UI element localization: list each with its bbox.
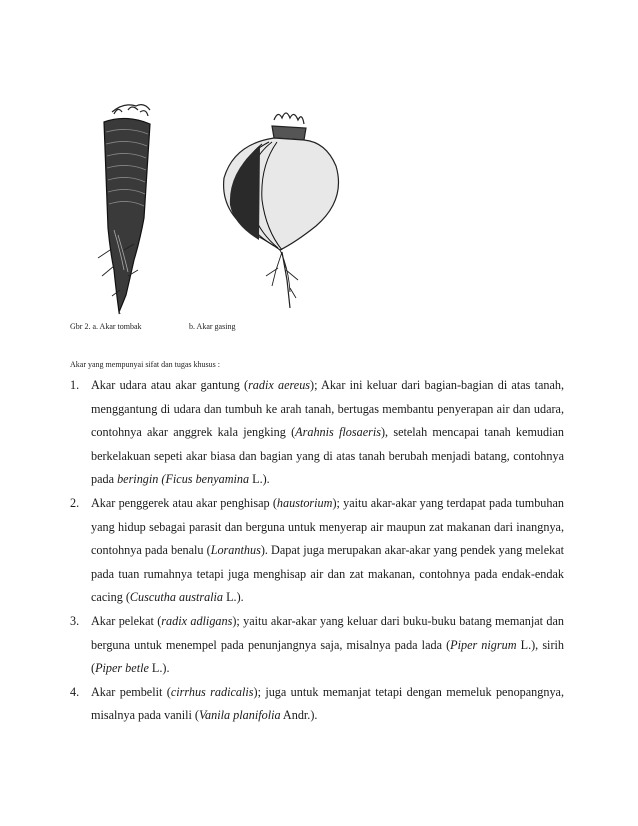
list-intro: Akar yang mempunyai sifat dan tugas khusus : [70, 360, 220, 369]
item-term: Loranthus [210, 543, 261, 558]
list-number: 1. [70, 378, 80, 392]
top-shaped-root-drawing-icon [224, 113, 339, 308]
caption-b: b. Akar gasing [189, 322, 236, 331]
list-item [70, 374, 564, 492]
item-term: Arahnis flosaeris [295, 425, 381, 440]
root-types-list [70, 374, 564, 728]
item-text: Akar pembelit ( [91, 684, 171, 699]
item-term: radix adligans [161, 613, 233, 628]
list-number: 4. [70, 684, 80, 699]
caption-a: Gbr 2. a. Akar tombak [70, 322, 142, 331]
tap-root-drawing-icon [98, 105, 150, 314]
item-text: Andr.). [280, 708, 318, 723]
item-text: ), setelah mencapai tanah kemudian berkelakuan sepeti akar biasa dan bagian yang di atas tanah berubah menjadi batang, contohnya pada [91, 425, 564, 487]
item-text: Akar udara atau akar gantung ( [91, 378, 249, 392]
item-text: L.). [249, 472, 270, 487]
item-text: ); yaitu akar-akar yang keluar dari buku-buku batang memanjat dan berguna untuk menempel pada penunjangnya saja, misalnya pada lada ( [91, 613, 564, 652]
item-term: Piper nigrum [450, 637, 517, 652]
item-term: radix aereus [248, 378, 311, 392]
item-text: L.), sirih ( [91, 637, 564, 676]
item-text: Akar pelekat ( [91, 613, 162, 628]
list-item [70, 681, 564, 728]
item-term: cirrhus radicalis [170, 684, 254, 699]
root-illustration [84, 100, 359, 315]
item-text: ). Dapat juga merupakan akar-akar yang pendek yang melekat pada tuan rumahnya tetapi juga menghisap air dan zat makanan, contohnya pada endak-endak cacing ( [91, 543, 564, 605]
item-term: Piper betle [95, 661, 149, 676]
item-text: ); Akar ini keluar dari bagian-bagian di atas tanah, menggantung di udara dan tumbuh ke arah tanah, bertugas membantu penyerapan air dan udara, contohnya akar anggrek kala jengking ( [91, 378, 565, 440]
item-text: L.). [223, 590, 244, 605]
item-text: L.). [148, 661, 170, 676]
list-item [70, 492, 564, 610]
list-number: 3. [70, 613, 80, 628]
item-term: Vanila planifolia [198, 708, 281, 723]
item-text: Akar penggerek atau akar penghisap ( [91, 495, 277, 510]
item-term: Cuscutha australia [129, 590, 224, 605]
list-number: 2. [70, 495, 80, 510]
item-term: haustorium [276, 495, 333, 510]
list-item [70, 610, 564, 681]
item-term: beringin (Ficus benyamina [117, 472, 250, 487]
item-text: ); yaitu akar-akar yang terdapat pada tumbuhan yang hidup sebagai parasit dan berguna untuk menyerap air maupun zat makanan dari inangnya, contohnya pada benalu ( [91, 495, 564, 558]
item-text: ); juga untuk memanjat tetapi dengan memeluk penopangnya, misalnya pada vanili ( [91, 684, 564, 723]
